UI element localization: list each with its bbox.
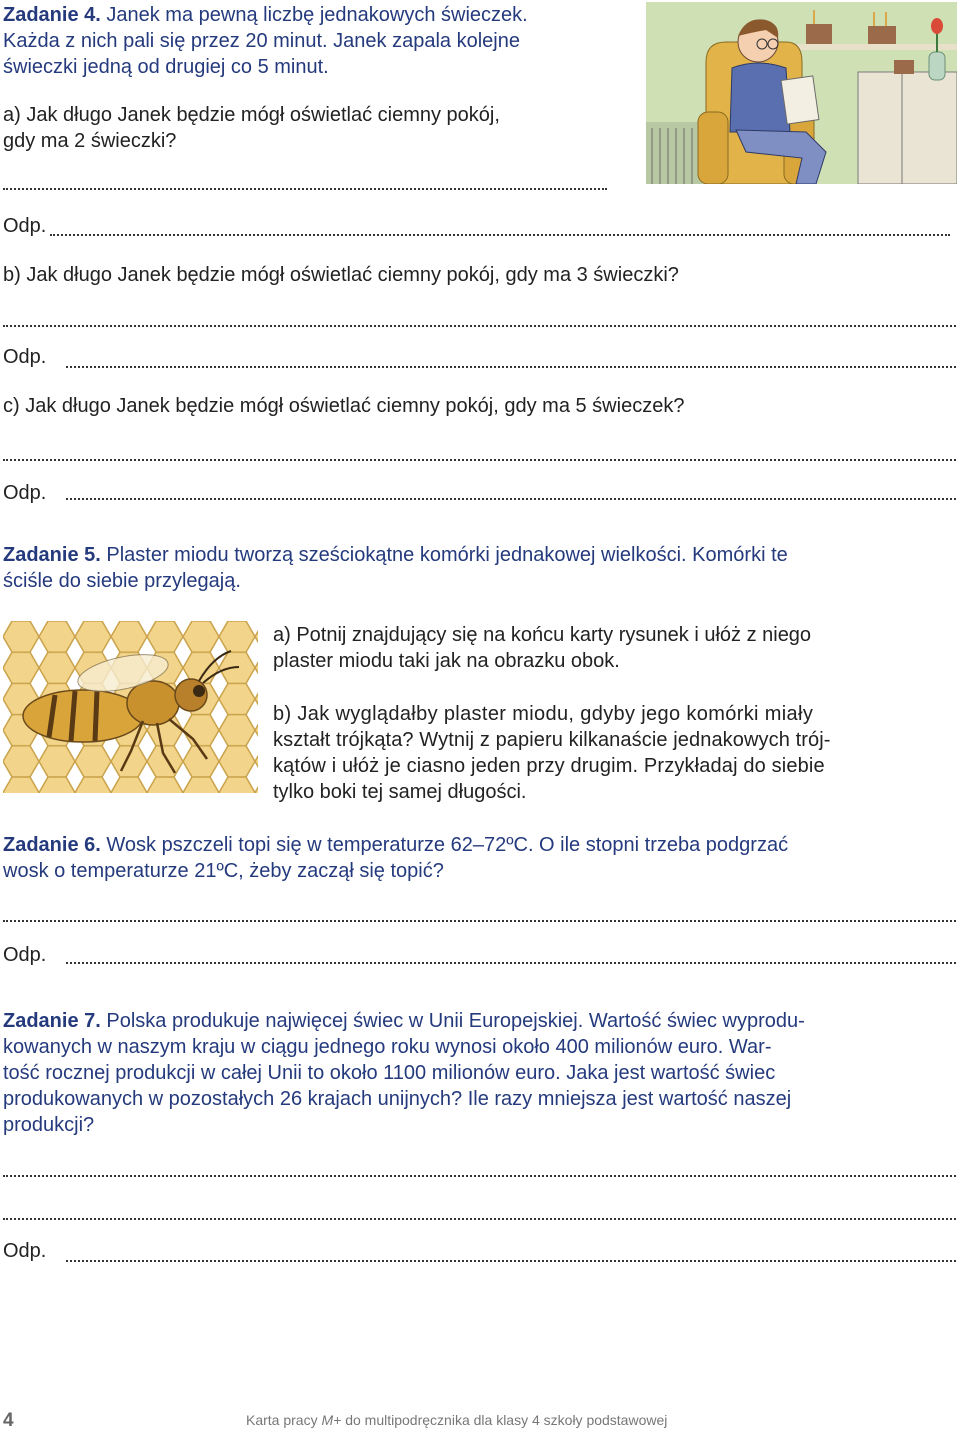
task5-intro-2: ściśle do siebie przylegają.	[3, 570, 241, 592]
task4-b-answer-line[interactable]	[66, 366, 956, 368]
task6-text-2: wosk o temperaturze 21ºC, żeby zaczął się topić?	[3, 860, 444, 882]
task4-question-a-2: gdy ma 2 świeczki?	[3, 130, 177, 152]
task4-label: Zadanie 4.	[3, 4, 101, 26]
task5-b-line-4: tylko boki tej samej długości.	[273, 781, 527, 803]
task7-text-4: produkowanych w pozostałych 26 krajach unijnych? Ile razy mniejsza jest wartość naszej	[3, 1088, 792, 1110]
task4-a-answer-line[interactable]	[50, 234, 950, 236]
footer-brand: M+	[321, 1412, 342, 1428]
boy-reading-illustration	[646, 2, 957, 184]
task4-line-1	[3, 2, 528, 28]
task4-intro-2: Każda z nich pali się przez 20 minut. Janek zapala kolejne	[3, 30, 520, 52]
task7-text-5: produkcji?	[3, 1114, 95, 1136]
task7-text-3: tość rocznej produkcji w całej Unii to około 1100 milionów euro. Jaka jest wartość świec	[3, 1062, 776, 1084]
task6-label: Zadanie 6.	[3, 834, 101, 856]
page-number: 4	[3, 1410, 14, 1431]
task6-line-1	[3, 832, 788, 858]
task4-a-working-line[interactable]	[3, 188, 607, 190]
task5-line-1	[3, 542, 788, 568]
task7-label: Zadanie 7.	[3, 1010, 101, 1032]
task4-question-a-1: a) Jak długo Janek będzie mógł oświetlać ciemny pokój,	[3, 104, 500, 126]
footer-text-after: do multipodręcznika dla klasy 4 szkoły podstawowej	[341, 1412, 668, 1428]
footer-text-before: Karta pracy	[246, 1412, 322, 1428]
task4-c-working-line[interactable]	[3, 459, 956, 461]
task6-text-1: Wosk pszczeli topi się w temperaturze 62–72ºC. O ile stopni trzeba podgrzać	[106, 834, 789, 856]
task5-a-line-1: a) Potnij znajdujący się na końcu karty rysunek i ułóż z niego	[273, 624, 812, 646]
task5-question-b	[273, 701, 957, 805]
honeycomb-bee-illustration	[3, 621, 258, 793]
task4-c-answer-label: Odp.	[3, 482, 47, 504]
task7-line-1	[3, 1008, 805, 1034]
task6-answer-line[interactable]	[66, 962, 956, 964]
task5-b-line-3: kątów i ułóż je ciasno jeden przy drugim. Przykładaj do siebie	[273, 755, 825, 777]
task5-question-a	[273, 622, 957, 674]
task7-text-1: Polska produkuje najwięcej świec w Unii Europejskiej. Wartość świec wyprodu-	[106, 1010, 805, 1032]
task4-c-answer-line[interactable]	[66, 498, 956, 500]
task4-question-b: b) Jak długo Janek będzie mógł oświetlać ciemny pokój, gdy ma 3 świeczki?	[3, 264, 679, 286]
task7-working-line-1[interactable]	[3, 1175, 956, 1177]
task5-label: Zadanie 5.	[3, 544, 101, 566]
task4-a-answer-label: Odp.	[3, 215, 47, 237]
task6-answer-label: Odp.	[3, 944, 47, 966]
task5-b-line-2: kształt trójkąta? Wytnij z papieru kilkanaście jednakowych trój-	[273, 729, 831, 751]
task7-answer-line[interactable]	[66, 1260, 956, 1262]
task5-b-line-1: b) Jak wyglądałby plaster miodu, gdyby jego komórki miały	[273, 703, 814, 725]
task4-question-c: c) Jak długo Janek będzie mógł oświetlać ciemny pokój, gdy ma 5 świeczek?	[3, 395, 685, 417]
task6-working-line[interactable]	[3, 920, 956, 922]
task5-intro-1: Plaster miodu tworzą sześciokątne komórki jednakowej wielkości. Komórki te	[106, 544, 788, 566]
task5-a-line-2: plaster miodu taki jak na obrazku obok.	[273, 650, 620, 672]
task4-intro-3: świeczki jedną od drugiej co 5 minut.	[3, 56, 329, 78]
task4-intro-1: Janek ma pewną liczbę jednakowych świeczek.	[106, 4, 528, 26]
task4-b-answer-label: Odp.	[3, 346, 47, 368]
footer-text	[246, 1412, 667, 1428]
task4-b-working-line[interactable]	[3, 325, 956, 327]
task7-answer-label: Odp.	[3, 1240, 47, 1262]
task7-text-2: kowanych w naszym kraju w ciągu jednego roku wynosi około 400 milionów euro. War-	[3, 1036, 772, 1058]
task7-working-line-2[interactable]	[3, 1218, 956, 1220]
